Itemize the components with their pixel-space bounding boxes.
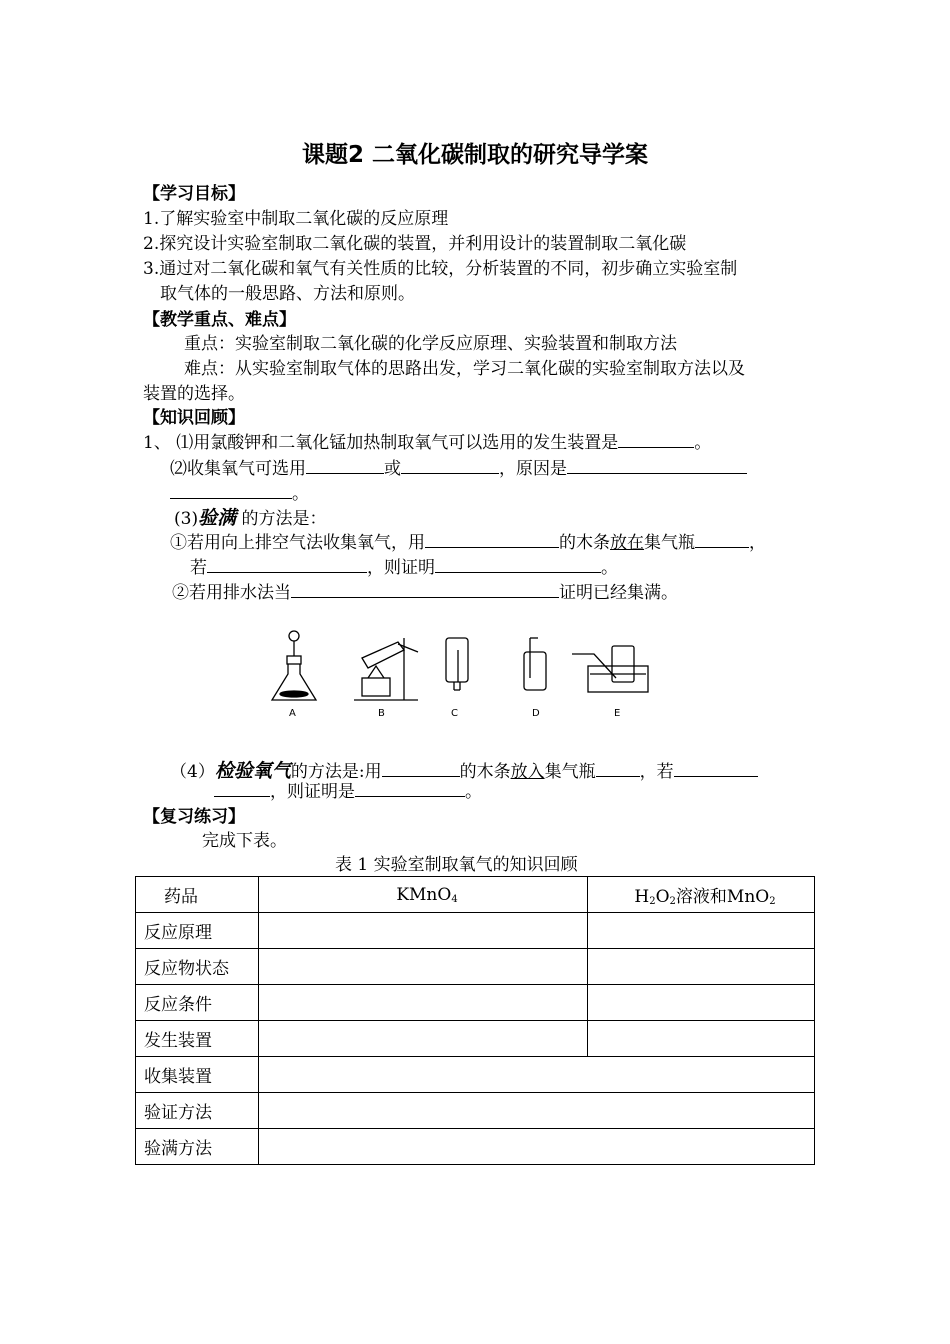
answer-blank[interactable] — [618, 431, 694, 448]
answer-blank[interactable] — [674, 760, 758, 777]
h2o2-sub3: 2 — [769, 896, 776, 907]
q1c1-underlined: 放在 — [610, 533, 644, 553]
row-label: 验满方法 — [136, 1129, 259, 1165]
row-label: 反应条件 — [136, 985, 259, 1021]
figure-label-a: A — [289, 708, 296, 719]
header-reagent: 药品 — [136, 877, 259, 913]
apparatus-a-flask — [272, 631, 316, 700]
answer-blank[interactable] — [291, 581, 559, 598]
q1c1-end: 集气瓶 — [644, 533, 695, 553]
q1d-a: 的方法是:用 — [290, 762, 382, 782]
table-row — [136, 1021, 815, 1057]
q1d-c: 集气瓶 — [544, 762, 596, 782]
page-title: 课题2 二氧化碳制取的研究导学案 — [301, 142, 648, 168]
figure-label-b: B — [378, 708, 385, 719]
answer-cell[interactable] — [259, 1057, 815, 1093]
q1a-end: 。 — [694, 433, 712, 453]
answer-cell[interactable] — [259, 949, 588, 985]
q1c1-mid: 的木条 — [559, 533, 610, 553]
h2o2-sub1: 2 — [649, 896, 656, 907]
q1b-end: 。 — [292, 484, 309, 504]
q1d-e: ，则证明是 — [270, 782, 355, 802]
answer-blank[interactable] — [435, 556, 601, 573]
h2o2-rest: 溶液和MnO — [675, 887, 770, 907]
answer-cell[interactable] — [588, 985, 815, 1021]
answer-blank[interactable] — [596, 760, 640, 777]
keypoints-difficulty-cont: 装置的选择。 — [143, 384, 245, 404]
apparatus-c-bottle-down — [446, 638, 468, 690]
table-row — [136, 1057, 815, 1093]
answer-blank[interactable] — [401, 457, 499, 474]
review-question-1a — [143, 431, 711, 455]
q1c-prefix: (3) — [174, 509, 199, 529]
row-label: 反应物状态 — [136, 949, 259, 985]
header-h2o2 — [588, 877, 815, 913]
review-table — [135, 876, 815, 1165]
q1d-f: 。 — [465, 782, 482, 802]
q1c1-comma: ， — [749, 533, 766, 553]
apparatus-figure — [268, 628, 668, 720]
q1c1-proof: ，则证明 — [367, 558, 435, 578]
keypoints-focus: 重点：实验室制取二氧化碳的化学反应原理、实验装置和制取方法 — [184, 334, 677, 354]
review-heading: 【知识回顾】 — [143, 408, 245, 428]
q1d-d: ，若 — [639, 762, 674, 782]
objective-item-1: 1.了解实验室中制取二氧化碳的反应原理 — [143, 209, 449, 229]
row-label: 收集装置 — [136, 1057, 259, 1093]
q1c-rest: 的方法是： — [236, 509, 327, 529]
review-question-1c-1-cont — [190, 556, 618, 580]
row-label: 发生装置 — [136, 1021, 259, 1057]
q1c2-end: 证明已经集满。 — [559, 583, 678, 603]
review-question-1b-cont — [170, 482, 309, 506]
objective-item-3: 3.通过对二氧化碳和氧气有关性质的比较，分析装置的不同，初步确立实验室制 — [143, 259, 738, 279]
row-label: 验证方法 — [136, 1093, 259, 1129]
table-row — [136, 913, 815, 949]
keypoints-difficulty: 难点：从实验室制取气体的思路出发，学习二氧化碳的实验室制取方法以及 — [184, 359, 745, 379]
q1a-text: 1、 ⑴用氯酸钾和二氧化锰加热制取氧气可以选用的发生装置是 — [143, 433, 619, 453]
review-question-1c-2 — [172, 581, 678, 605]
h2o2-h: H — [634, 887, 650, 907]
objectives-heading: 【学习目标】 — [143, 184, 245, 204]
answer-cell[interactable] — [259, 913, 588, 949]
objective-item-3-cont: 取气体的一般思路、方法和原则。 — [160, 284, 415, 304]
answer-cell[interactable] — [588, 1021, 815, 1057]
answer-cell[interactable] — [259, 1093, 815, 1129]
kmno4-sub: 4 — [451, 893, 458, 905]
figure-label-c: C — [451, 708, 458, 719]
review-question-1c-1 — [170, 531, 766, 555]
q1b-text: ⑵收集氧气可选用 — [170, 459, 306, 479]
review-question-1c — [174, 506, 327, 531]
q1c1-text: ①若用向上排空气法收集氧气，用 — [170, 533, 425, 553]
objective-item-2: 2.探究设计实验室制取二氧化碳的装置，并利用设计的装置制取二氧化碳 — [143, 234, 687, 254]
answer-cell[interactable] — [259, 985, 588, 1021]
header-kmno4 — [259, 877, 588, 913]
answer-blank[interactable] — [355, 780, 465, 797]
practice-instruction: 完成下表。 — [202, 831, 287, 851]
answer-blank[interactable] — [695, 531, 749, 548]
figure-label-d: D — [532, 708, 540, 719]
answer-cell[interactable] — [588, 949, 815, 985]
figure-label-e: E — [614, 708, 621, 719]
review-question-1d-cont — [214, 780, 482, 804]
answer-blank[interactable] — [207, 556, 367, 573]
kmno4-main: KMnO — [396, 884, 452, 905]
table-row — [136, 1093, 815, 1129]
keypoints-heading: 【教学重点、难点】 — [143, 310, 296, 330]
answer-blank[interactable] — [170, 482, 292, 499]
review-question-1b — [170, 457, 747, 481]
table-row — [136, 949, 815, 985]
q1d-b: 的木条 — [459, 762, 511, 782]
apparatus-b-heating — [354, 638, 418, 700]
answer-cell[interactable] — [259, 1129, 815, 1165]
row-label: 反应原理 — [136, 913, 259, 949]
practice-heading: 【复习练习】 — [143, 807, 245, 827]
apparatus-e-water-trough — [572, 646, 648, 692]
table-row — [136, 985, 815, 1021]
q1c-emphasis: 验满 — [198, 507, 237, 529]
q1d-emphasis: 检验氧气 — [214, 760, 291, 782]
answer-blank[interactable] — [306, 457, 384, 474]
table-header-row — [136, 877, 815, 913]
answer-blank[interactable] — [214, 780, 270, 797]
q1d-prefix: （4） — [170, 762, 215, 782]
h2o2-o: O — [655, 887, 670, 907]
table-row — [136, 1129, 815, 1165]
q1c1-stop: 。 — [601, 558, 618, 578]
q1c1-if: 若 — [190, 558, 207, 578]
q1b-or: 或 — [384, 459, 401, 479]
apparatus-d-bottle-up — [524, 638, 546, 690]
answer-blank[interactable] — [425, 531, 559, 548]
answer-cell[interactable] — [588, 913, 815, 949]
answer-cell[interactable] — [259, 1021, 588, 1057]
q1d-underlined: 放入 — [510, 762, 545, 782]
answer-blank[interactable] — [567, 457, 747, 474]
table-caption: 表 1 实验室制取氧气的知识回顾 — [335, 855, 578, 875]
q1c2-text: ②若用排水法当 — [172, 583, 291, 603]
q1b-reason: ，原因是 — [499, 459, 567, 479]
h2o2-sub2: 2 — [669, 896, 676, 907]
answer-blank[interactable] — [382, 760, 460, 777]
